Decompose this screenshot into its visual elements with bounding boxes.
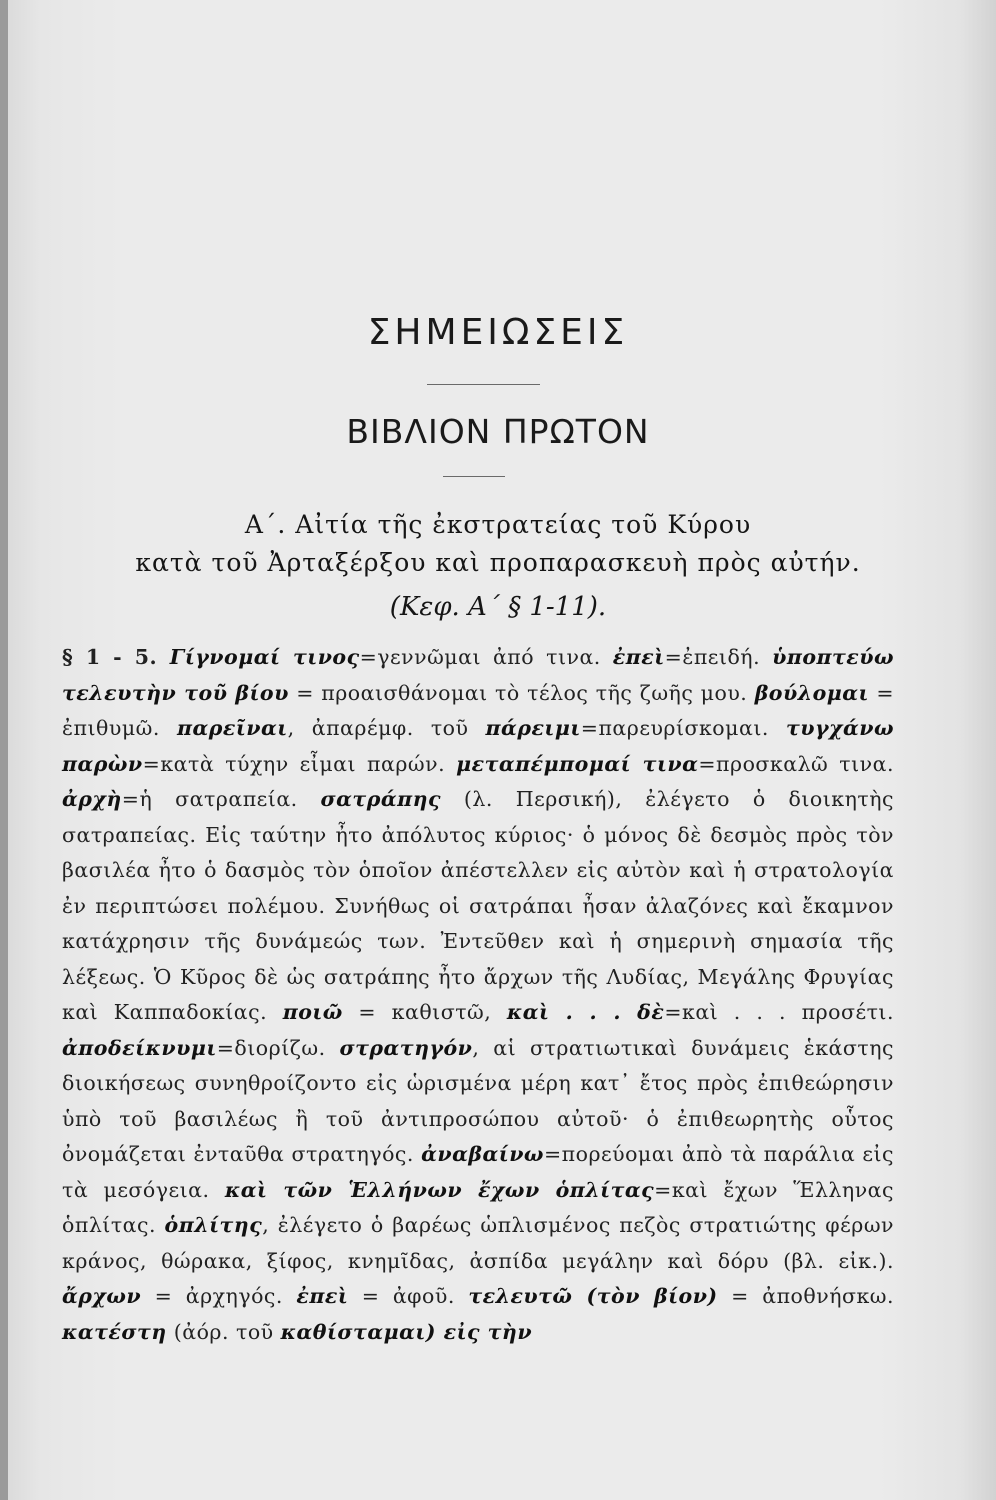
divider-rule-short bbox=[443, 476, 505, 477]
glossary-term: ἀρχὴ bbox=[62, 787, 122, 811]
gloss-text: =ἐπειδή. bbox=[664, 645, 773, 669]
gloss-text: = ἀρχηγός. bbox=[141, 1284, 297, 1308]
divider-rule bbox=[427, 384, 540, 385]
page-binding-edge bbox=[0, 0, 8, 1500]
glossary-term: ἄρχων bbox=[62, 1284, 142, 1308]
gloss-text: = ἀφοῦ. bbox=[348, 1284, 469, 1308]
gloss-text: = ἀποθνήσκω. bbox=[717, 1284, 895, 1308]
gloss-text: , αἱ στρατιωτικαὶ δυνάμεις ἑκάστης διοικήσεως συνηθροίζοντο εἰς ὡρισμένα μέρη κατ᾽ ἔτος πρὸς ἐπιθεώρησιν ὑπὸ τοῦ βασιλέως ἢ τοῦ ἀντιπροσώπου αὐτοῦ· ὁ ἐπιθεωρητὴς οὗτος ὀνομάζεται ἐνταῦθα στρατηγός. bbox=[62, 1035, 894, 1166]
glossary-term: στρατηγόν bbox=[339, 1035, 473, 1060]
glossary-term: κατέστη bbox=[62, 1319, 167, 1344]
glossary-term: τυγχάνω παρὼν bbox=[62, 716, 894, 776]
glossary-term: τελευτῶ (τὸν βίον) bbox=[468, 1284, 718, 1308]
glossary-term: πάρειμι bbox=[485, 716, 581, 740]
gloss-text: =κατὰ τύχην εἶμαι παρών. bbox=[142, 751, 457, 776]
gloss-text: = ἐπιθυμῶ. bbox=[62, 680, 894, 740]
notes-body-paragraph bbox=[62, 640, 894, 1350]
glossary-term: καὶ . . . δὲ bbox=[506, 1000, 665, 1024]
glossary-term: ὁπλίτης bbox=[164, 1213, 263, 1237]
gloss-text: =πορεύομαι ἀπὸ τὰ παράλια εἰς τὰ μεσόγεια. bbox=[62, 1142, 895, 1202]
glossary-term: ἀναβαίνω bbox=[421, 1142, 544, 1166]
book-title: ΒΙΒΛΙΟΝ ΠΡΩΤΟΝ bbox=[346, 412, 650, 451]
gloss-text: (ἀόρ. τοῦ bbox=[166, 1319, 281, 1344]
glossary-term: ὑποπτεύω τελευτὴν τοῦ βίου bbox=[62, 645, 894, 705]
glossary-term: μεταπέμπομαί τινα bbox=[456, 751, 699, 776]
gloss-text: = καθιστῶ, bbox=[342, 1000, 507, 1024]
glossary-term: καθίσταμαι) εἰς τὴν bbox=[280, 1319, 533, 1344]
gloss-text: = προαισθάνομαι τὸ τέλος τῆς ζωῆς μου. bbox=[288, 680, 755, 705]
notes-title: ΣΗΜΕΙΩΣΕΙΣ bbox=[367, 312, 629, 353]
chapter-reference: (Κεφ. Α΄ § 1-11). bbox=[389, 592, 607, 622]
glossary-term: ποιῶ bbox=[282, 1000, 343, 1024]
gloss-text: , ἀπαρέμφ. τοῦ bbox=[287, 716, 486, 740]
gloss-text: (λ. Περσική), ἐλέγετο ὁ διοικητὴς σατραπείας. Εἰς ταύτην ἦτο ἀπόλυτος κύριος· ὁ μόνος δὲ δεσμὸς πρὸς τὸν βασιλέα ἦτο ὁ δασμὸς τὸν ὁποῖον ἀπέστελλεν εἰς αὐτὸν καὶ ἡ στρατολογία ἐν περιπτώσει πολέμου. Συνήθως οἱ σατράπαι ἦσαν ἀλαζόνες καὶ ἔκαμνον κατάχρησιν τῆς δυνάμεώς των. Ἐντεῦθεν καὶ ἡ σημερινὴ σημασία τῆς λέξεως. Ὁ Κῦρος δὲ ὡς σατράπης ἦτο ἄρχων τῆς Λυδίας, Μεγάλης Φρυγίας καὶ Καππαδοκίας. bbox=[62, 787, 894, 1024]
glossary-term: ἐπεὶ bbox=[612, 645, 665, 669]
glossary-term: βούλομαι bbox=[754, 680, 869, 705]
gloss-text: =προσκαλῶ τινα. bbox=[698, 751, 894, 776]
glossary-term: ἀποδείκνυμι bbox=[62, 1035, 217, 1060]
glossary-term: καὶ τῶν Ἑλλήνων ἔχων ὁπλίτας bbox=[224, 1177, 655, 1202]
glossary-term: σατράπης bbox=[320, 787, 442, 811]
gloss-text: =γεννῶμαι ἀπό τινα. bbox=[359, 645, 613, 669]
gloss-text: , ἐλέγετο ὁ βαρέως ὡπλισμένος πεζὸς στρατιώτης φέρων κράνος, θώρακα, ξίφος, κνημῖδας, ἀσπίδα μεγάλην καὶ δόρυ (βλ. εἰκ.). bbox=[62, 1213, 895, 1273]
glossary-term: ἐπεὶ bbox=[296, 1284, 349, 1308]
section-title-line-1: Α΄. Αἰτία τῆς ἐκστρατείας τοῦ Κύρου bbox=[244, 510, 752, 539]
gloss-text: =διορίζω. bbox=[216, 1035, 340, 1060]
section-title-line-2: κατὰ τοῦ Ἀρταξέρξου καὶ προπαρασκευὴ πρὸς αὐτήν. bbox=[135, 548, 861, 577]
glossary-term: Γίγνομαί τινος bbox=[169, 645, 360, 669]
section-number: § 1 - 5. bbox=[62, 645, 170, 669]
gloss-text: =παρευρίσκομαι. bbox=[580, 716, 786, 740]
gloss-text: =καὶ . . . προσέτι. bbox=[664, 1000, 894, 1024]
gloss-text: =καὶ ἔχων Ἕλληνας ὁπλίτας. bbox=[62, 1177, 894, 1237]
gloss-text: =ἡ σατραπεία. bbox=[121, 787, 321, 811]
glossary-term: παρεῖναι bbox=[176, 716, 288, 740]
